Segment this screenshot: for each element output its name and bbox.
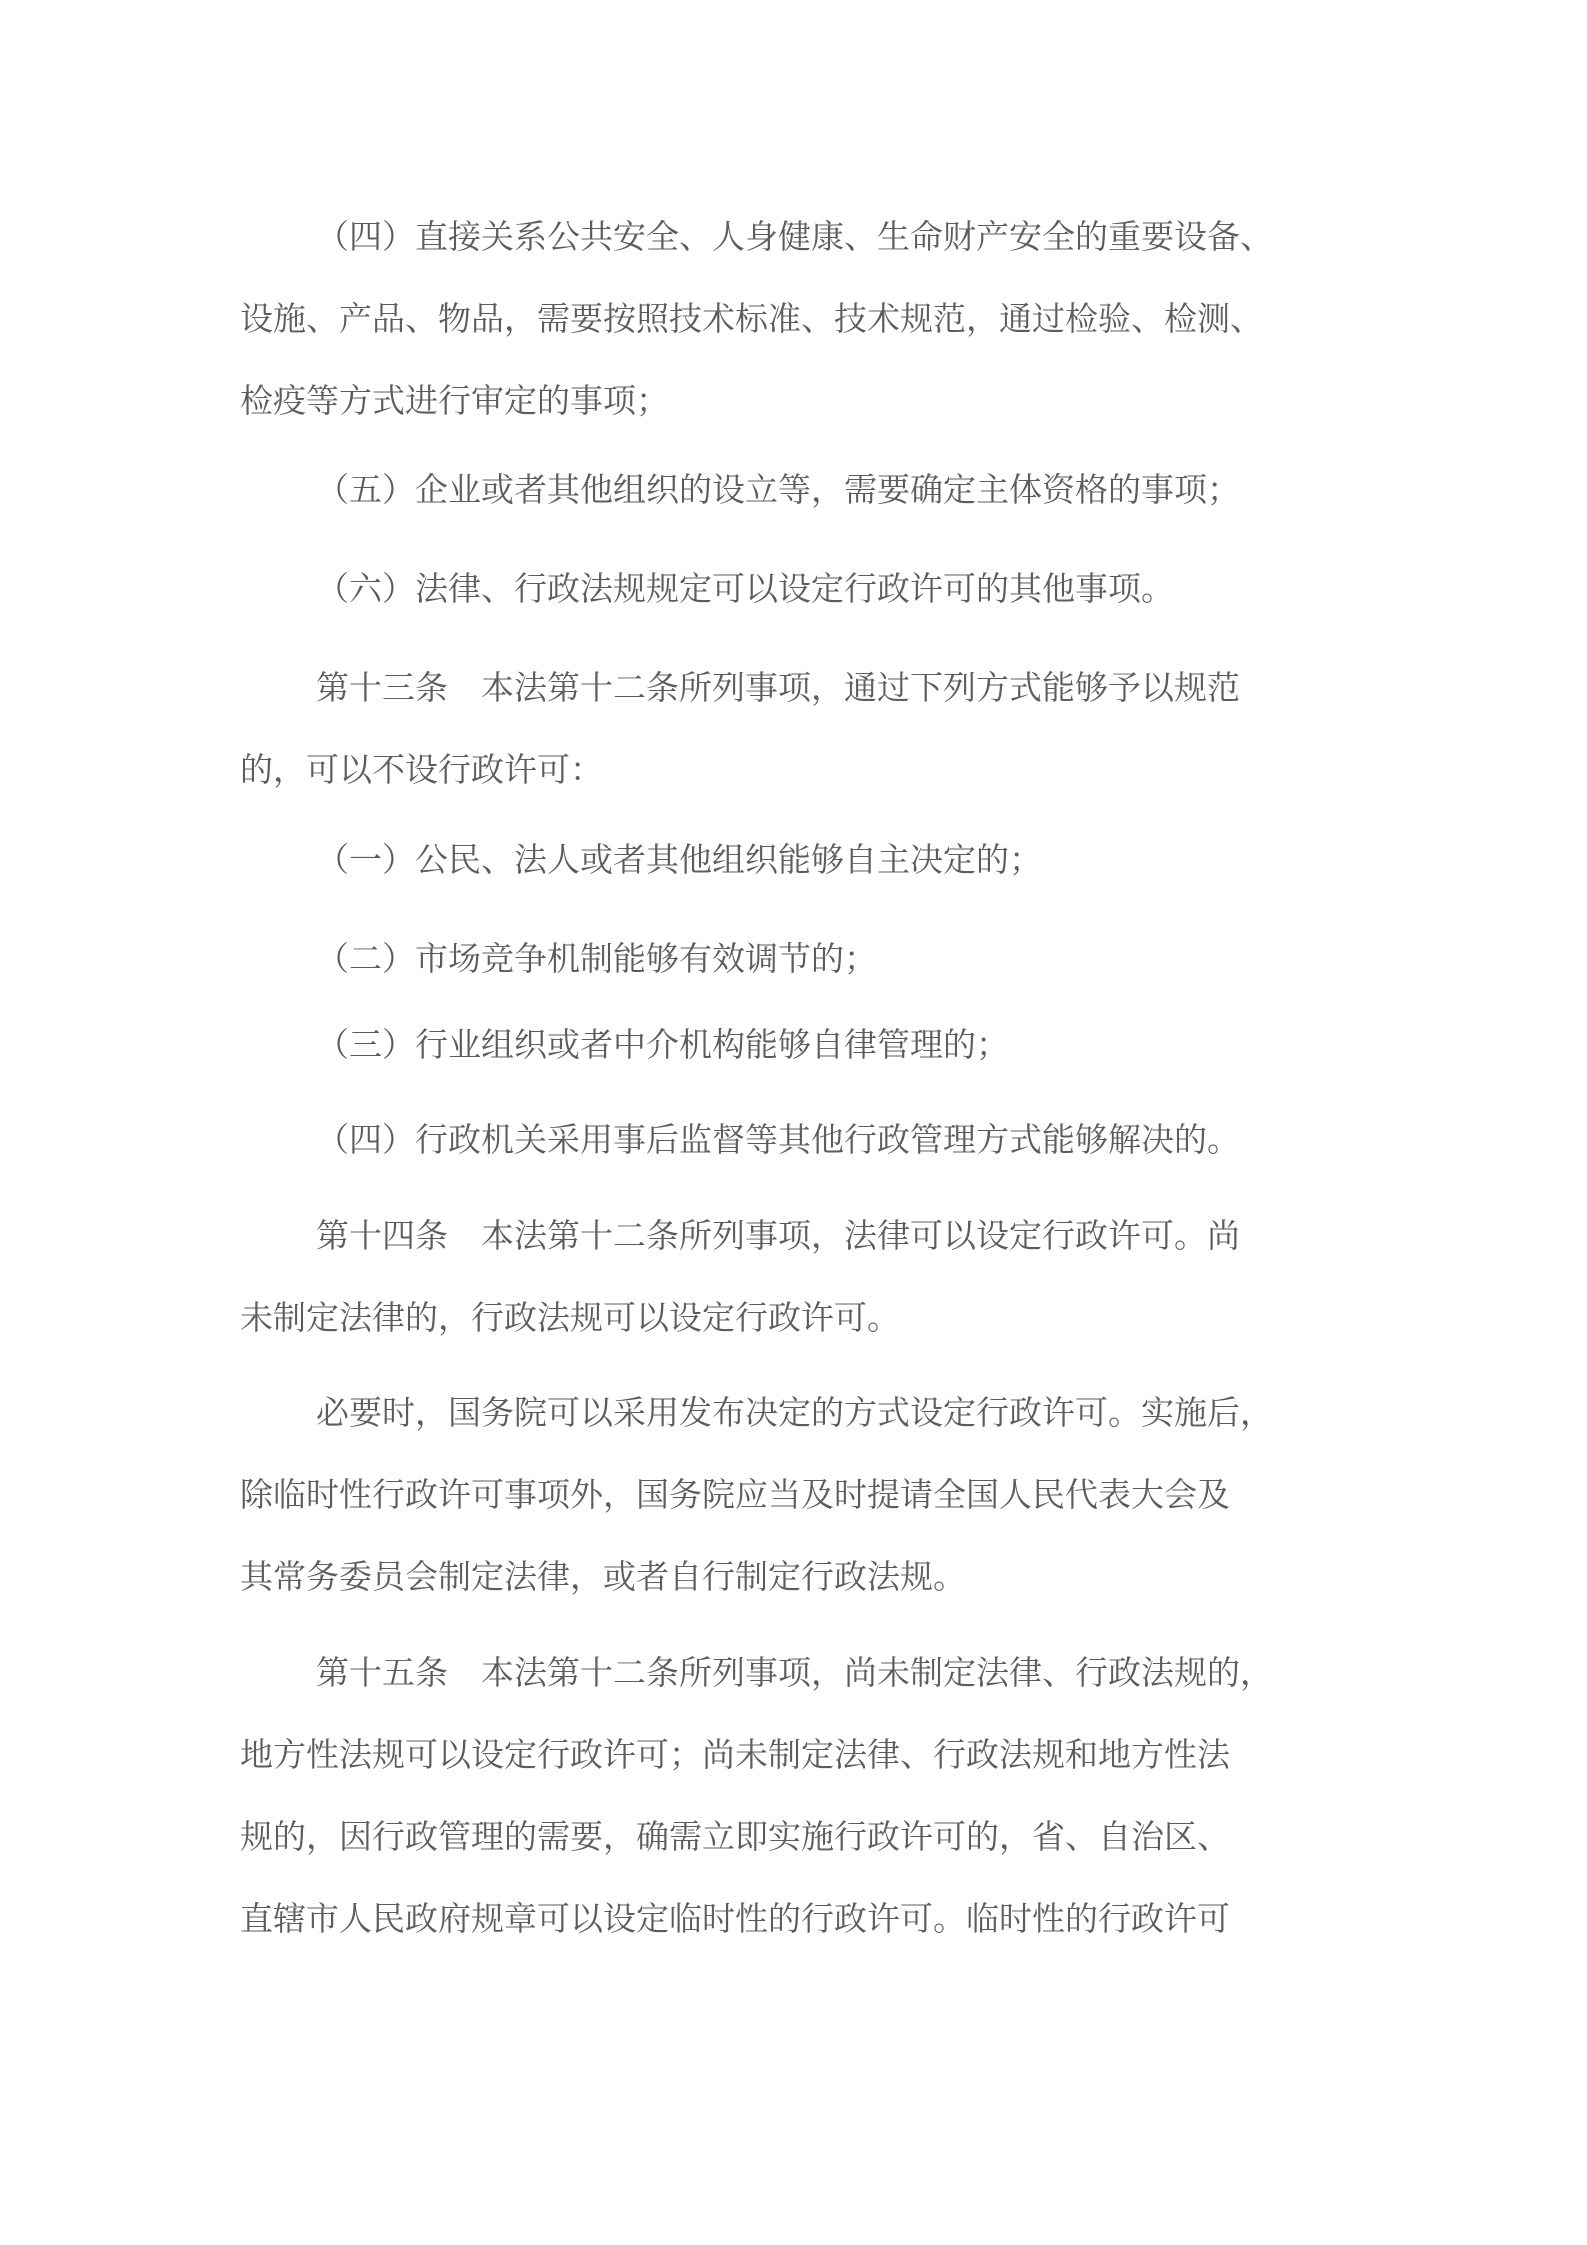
text-line: 第十五条 本法第十二条所列事项，尚未制定法律、行政法规的， [316, 1653, 1273, 1692]
text-line: （四）行政机关采用事后监督等其他行政管理方式能够解决的。 [316, 1120, 1240, 1159]
paragraph-p3 [240, 548, 1360, 630]
text-line: （六）法律、行政法规规定可以设定行政许可的其他事项。 [316, 569, 1174, 608]
paragraph-p2 [240, 449, 1360, 531]
text-line: （三）行业组织或者中介机构能够自律管理的； [316, 1025, 1009, 1064]
text-line: 第十三条 本法第十二条所列事项，通过下列方式能够予以规范 [316, 668, 1240, 707]
paragraph-p7 [240, 1004, 1360, 1086]
text-line: 第十四条 本法第十二条所列事项，法律可以设定行政许可。尚 [316, 1216, 1240, 1255]
paragraph-p10 [240, 1372, 1360, 1618]
text-line: （五）企业或者其他组织的设立等，需要确定主体资格的事项； [316, 470, 1240, 509]
paragraph-p6 [240, 918, 1360, 1000]
text-line: 地方性法规可以设定行政许可；尚未制定法律、行政法规和地方性法 [240, 1735, 1230, 1774]
paragraph-p4 [240, 647, 1360, 811]
text-line: 必要时，国务院可以采用发布决定的方式设定行政许可。实施后， [316, 1393, 1273, 1432]
text-line: 设施、产品、物品，需要按照技术标准、技术规范，通过检验、检测、 [240, 299, 1263, 338]
text-line: 规的，因行政管理的需要，确需立即实施行政许可的，省、自治区、 [240, 1817, 1230, 1856]
text-line: 直辖市人民政府规章可以设定临时性的行政许可。临时性的行政许可 [240, 1899, 1230, 1938]
text-line: 未制定法律的，行政法规可以设定行政许可。 [240, 1298, 900, 1337]
text-line: 其常务委员会制定法律，或者自行制定行政法规。 [240, 1557, 966, 1596]
paragraph-p11 [240, 1632, 1360, 1960]
text-line: （四）直接关系公共安全、人身健康、生命财产安全的重要设备、 [316, 217, 1273, 256]
text-line: 的，可以不设行政许可： [240, 750, 603, 789]
text-line: （一）公民、法人或者其他组织能够自主决定的； [316, 840, 1042, 879]
text-line: 检疫等方式进行审定的事项； [240, 381, 669, 420]
text-line: （二）市场竞争机制能够有效调节的； [316, 939, 877, 978]
paragraph-p1 [240, 196, 1360, 442]
paragraph-p8 [240, 1099, 1360, 1181]
paragraph-p5 [240, 819, 1360, 901]
text-line: 除临时性行政许可事项外，国务院应当及时提请全国人民代表大会及 [240, 1475, 1230, 1514]
paragraph-p9 [240, 1195, 1360, 1359]
